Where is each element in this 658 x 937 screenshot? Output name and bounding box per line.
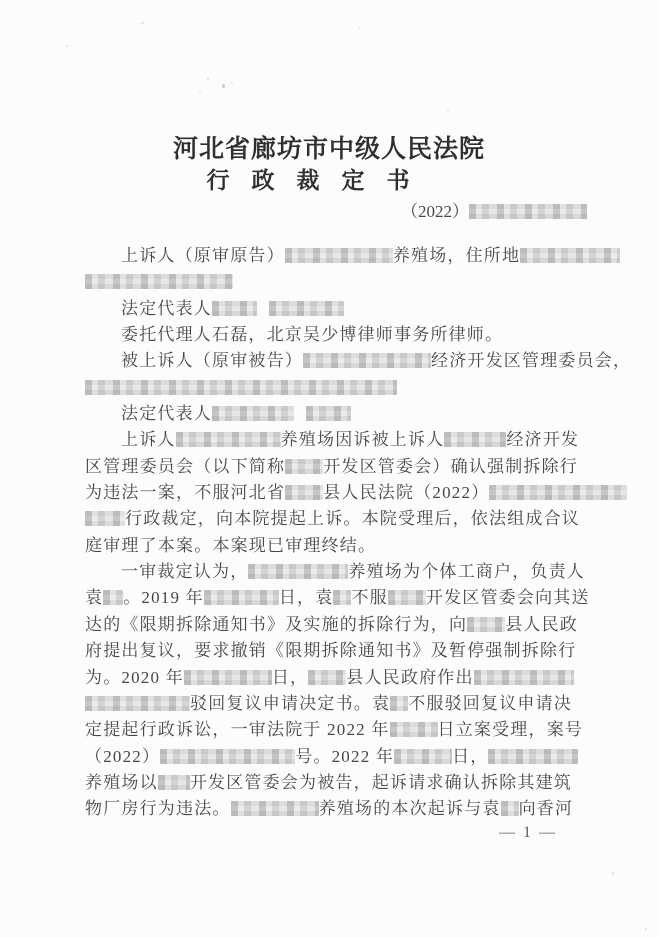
body-text-segment: 法定代表人	[121, 298, 212, 318]
body-line	[85, 585, 590, 611]
body-line	[85, 243, 585, 269]
redaction-block	[248, 564, 348, 579]
body-line	[85, 796, 585, 822]
redaction-block	[160, 749, 295, 764]
redaction-block	[184, 670, 272, 685]
redaction-block	[306, 406, 351, 421]
redaction-block	[303, 353, 431, 368]
redaction-block	[390, 696, 408, 711]
body-text-segment: 定提起行政诉讼，一审法院于 2022 年	[85, 720, 390, 740]
body-text-segment: 法定代表人	[121, 404, 212, 424]
body-text-segment: 委托代理人石磊，北京吴少博律师事务所律师。	[121, 325, 504, 345]
redaction-block	[467, 617, 505, 632]
document-title: 行政裁定书	[206, 168, 432, 193]
body-line	[85, 744, 585, 770]
body-text-segment: 被上诉人（原审被告）	[121, 351, 303, 371]
body-text-segment: 上诉人（原审原告）	[121, 246, 285, 265]
redaction-block	[488, 749, 578, 764]
body-text-segment: 为违法一案，不服河北省	[85, 483, 286, 503]
redaction-block	[85, 696, 190, 711]
redaction-block	[285, 248, 393, 263]
body-text-segment: 开发区管委会向其送	[425, 588, 590, 608]
redaction-block	[333, 590, 351, 605]
body-text-segment: 日，袁	[278, 588, 334, 608]
body-text-segment: 。2019 年	[123, 588, 204, 608]
body-text-segment: 府提出复议，要求撤销《限期拆除通知书》及暂停强制拆除行	[85, 641, 577, 661]
body-text-segment: 袁	[85, 588, 104, 608]
body-line	[85, 454, 585, 480]
body-text-segment: 养殖场以	[85, 772, 158, 792]
body-text-segment: 养殖场的本次起诉与袁	[318, 799, 501, 819]
redaction-block	[489, 485, 627, 500]
spacer	[257, 313, 269, 314]
body-text-segment: 县人民政	[505, 614, 579, 634]
body-text-segment: 日立案受理，案号	[437, 720, 584, 740]
body-line	[85, 533, 585, 559]
redaction-block	[212, 301, 257, 316]
redaction-block	[85, 274, 233, 289]
body-line	[85, 348, 632, 374]
body-text-segment: 日，	[452, 746, 489, 766]
redaction-block	[388, 590, 426, 605]
body-text-segment: 行政裁定，向本院提起上诉。本院受理后，依法组成合议	[125, 509, 580, 529]
body-text-segment: 庭审理了本案。本案现已审理终结。	[85, 535, 377, 555]
body-text-segment: 日，	[271, 667, 309, 687]
body-text-segment: 区管理委员会（以下简称	[85, 456, 286, 476]
redaction-block	[285, 485, 323, 500]
document-body	[85, 243, 632, 823]
body-line	[85, 401, 585, 427]
redaction-block	[212, 406, 294, 421]
body-line	[85, 638, 585, 664]
redaction-block	[158, 775, 190, 790]
body-text-segment: 县人民法院（2022）	[323, 483, 490, 503]
body-text-segment: 经济开发区管理委员会，	[431, 351, 632, 371]
body-line	[85, 665, 585, 691]
case-number-line	[401, 197, 587, 222]
body-text-segment: 上诉人	[121, 430, 176, 450]
redaction-block	[308, 670, 346, 685]
redaction-block	[85, 380, 397, 395]
redaction-block	[394, 749, 452, 764]
body-text-segment: 养殖场，住所地	[392, 246, 521, 265]
body-text-segment: 一审裁定认为，	[121, 562, 249, 582]
body-text-segment: 驳回复议申请决定书。袁	[190, 693, 391, 713]
body-text-segment: 物厂房行为违法。	[85, 799, 231, 819]
body-text-segment: 向香河	[518, 799, 574, 819]
spacer	[294, 418, 306, 419]
body-text-segment: 为。2020 年	[85, 667, 184, 687]
redaction-block	[501, 801, 519, 816]
body-text-segment: 县人民政府作出	[346, 667, 474, 687]
body-text-segment: 达的《限期拆除通知书》及实施的拆除行为，向	[85, 614, 468, 634]
redaction-block	[390, 722, 438, 737]
body-line	[85, 296, 585, 322]
page-number: — 1 —	[499, 824, 557, 841]
case-number-prefix: （2022）	[401, 202, 469, 221]
redaction-block	[474, 670, 574, 685]
body-line	[85, 506, 585, 532]
redaction-block	[103, 590, 123, 605]
body-line	[85, 770, 585, 796]
redaction-block	[204, 590, 279, 605]
body-line	[85, 322, 585, 348]
redaction-block	[176, 432, 281, 447]
body-line	[85, 717, 585, 743]
body-line	[85, 612, 585, 638]
redaction-block	[520, 248, 620, 263]
body-text-segment: 养殖场因诉被上诉人	[280, 430, 445, 450]
body-text-segment: （2022）	[85, 746, 161, 766]
body-line	[85, 269, 585, 295]
body-line	[85, 559, 585, 585]
redaction-block	[444, 432, 506, 447]
body-text-segment: 经济开发	[506, 430, 580, 450]
body-line	[85, 691, 585, 717]
redaction-block	[269, 301, 344, 316]
body-text-segment: 开发区管委会为被告，起诉请求确认拆除其建筑	[189, 772, 573, 792]
redaction-block	[285, 459, 323, 474]
case-number-redaction	[469, 204, 587, 219]
body-text-segment: 开发区管委会）确认强制拆除行	[323, 456, 579, 476]
body-text-segment: 不服驳回复议申请决	[408, 693, 573, 713]
body-line	[85, 427, 585, 453]
body-line	[85, 375, 585, 401]
redaction-block	[85, 511, 125, 526]
body-text-segment: 不服	[351, 588, 388, 608]
body-text-segment: 号。2022 年	[295, 746, 395, 766]
body-line	[85, 480, 585, 506]
redaction-block	[231, 801, 319, 816]
body-text-segment: 养殖场为个体工商户，负责人	[348, 562, 586, 582]
court-name: 河北省廊坊市中级人民法院	[172, 136, 485, 163]
